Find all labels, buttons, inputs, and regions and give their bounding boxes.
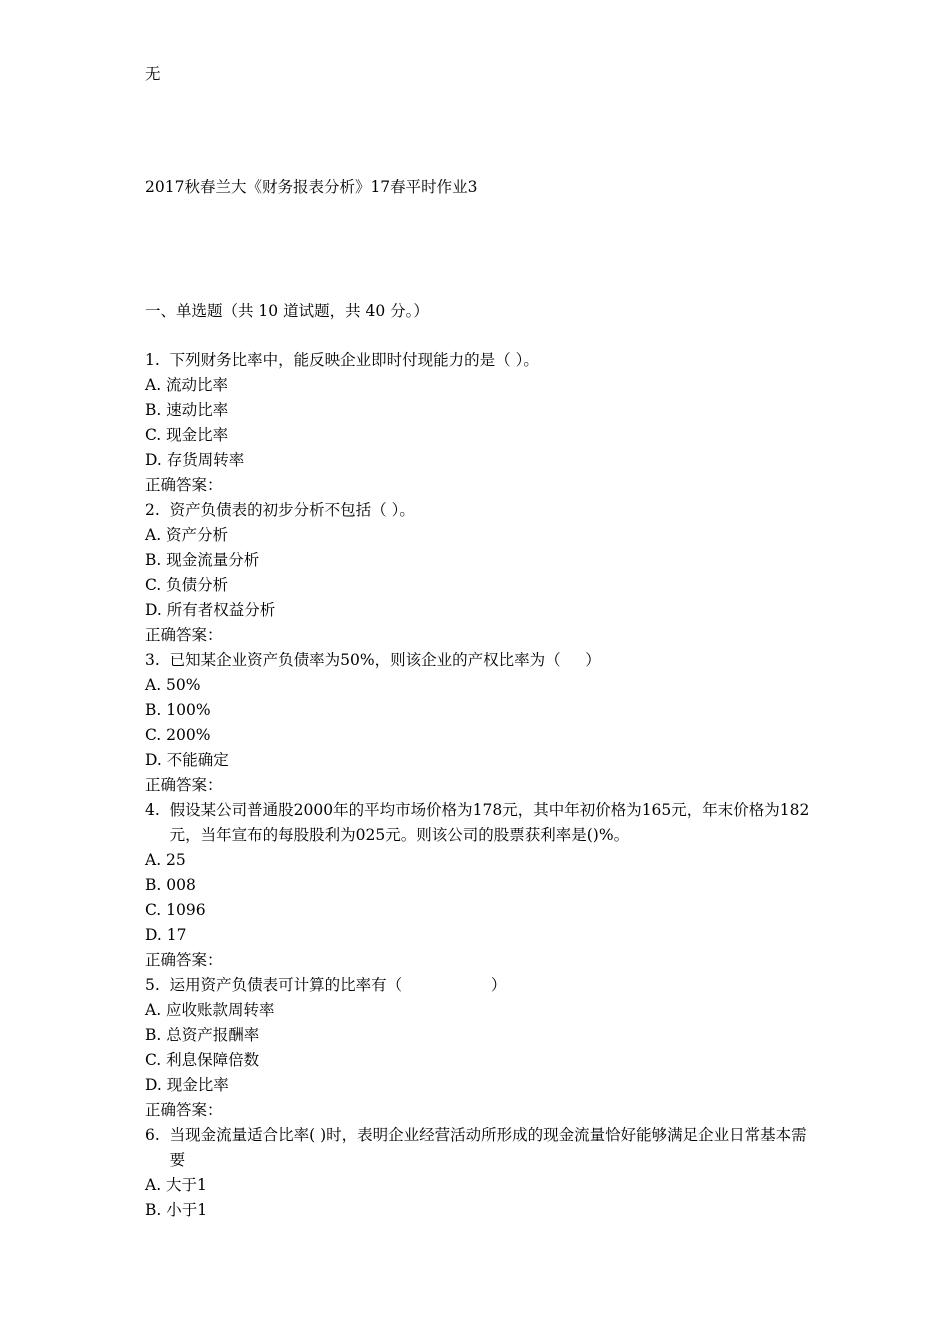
question-item (145, 348, 815, 498)
question-number: 2. (145, 501, 160, 519)
question-text: 当现金流量适合比率( )时，表明企业经营活动所形成的现金流量恰好能够满足企业日常基本需要 (169, 1126, 807, 1169)
option-d: D. 所有者权益分析 (145, 601, 276, 619)
option-b: B. 100% (145, 701, 211, 719)
option-a: A. 大于1 (145, 1176, 207, 1194)
question-text: 已知某企业资产负债率为50%，则该企业的产权比率为（ ） (169, 651, 601, 669)
option-c: C. 负债分析 (145, 576, 229, 594)
header-mark: 无 (145, 65, 161, 83)
question-stem (145, 498, 815, 523)
option-c: C. 利息保障倍数 (145, 1051, 260, 1069)
option-d: D. 17 (145, 926, 187, 944)
question-text: 资产负债表的初步分析不包括（ ）。 (169, 501, 415, 519)
option-d: D. 现金比率 (145, 1076, 229, 1094)
option-a: A. 25 (145, 851, 186, 869)
option-b: B. 008 (145, 876, 196, 894)
option-d: D. 不能确定 (145, 751, 229, 769)
question-text: 运用资产负债表可计算的比率有（ ） (169, 976, 507, 994)
option-b: B. 速动比率 (145, 401, 229, 419)
answer-label: 正确答案： (145, 476, 223, 494)
question-number: 6. (145, 1126, 160, 1144)
option-d: D. 存货周转率 (145, 451, 245, 469)
question-stem (145, 1123, 815, 1173)
option-c: C. 1096 (145, 901, 206, 919)
question-list (145, 348, 815, 1223)
question-item (145, 498, 815, 648)
document-title: 2017秋春兰大《财务报表分析》17春平时作业3 (145, 178, 478, 196)
question-text: 假设某公司普通股2000年的平均市场价格为178元，其中年初价格为165元，年末价格为182元，当年宣布的每股股利为025元。则该公司的股票获利率是()%。 (169, 801, 810, 844)
answer-label: 正确答案： (145, 1101, 223, 1119)
question-number: 1. (145, 351, 160, 369)
option-c: C. 200% (145, 726, 211, 744)
question-text: 下列财务比率中，能反映企业即时付现能力的是（ ）。 (169, 351, 539, 369)
question-stem (145, 973, 815, 998)
question-item (145, 1123, 815, 1223)
question-item (145, 648, 815, 798)
question-stem (145, 348, 815, 373)
option-b: B. 现金流量分析 (145, 551, 260, 569)
option-b: B. 小于1 (145, 1201, 208, 1219)
section-heading: 一、单选题（共 10 道试题，共 40 分。） (145, 302, 429, 320)
question-stem (145, 648, 815, 673)
option-a: A. 应收账款周转率 (145, 1001, 275, 1019)
option-a: A. 流动比率 (145, 376, 229, 394)
question-number: 4. (145, 801, 160, 819)
option-c: C. 现金比率 (145, 426, 229, 444)
question-number: 5. (145, 976, 160, 994)
question-number: 3. (145, 651, 160, 669)
answer-label: 正确答案： (145, 626, 223, 644)
option-a: A. 50% (145, 676, 201, 694)
option-b: B. 总资产报酬率 (145, 1026, 260, 1044)
question-stem (145, 798, 815, 848)
question-item (145, 798, 815, 973)
option-a: A. 资产分析 (145, 526, 229, 544)
answer-label: 正确答案： (145, 776, 223, 794)
answer-label: 正确答案： (145, 951, 223, 969)
question-item (145, 973, 815, 1123)
